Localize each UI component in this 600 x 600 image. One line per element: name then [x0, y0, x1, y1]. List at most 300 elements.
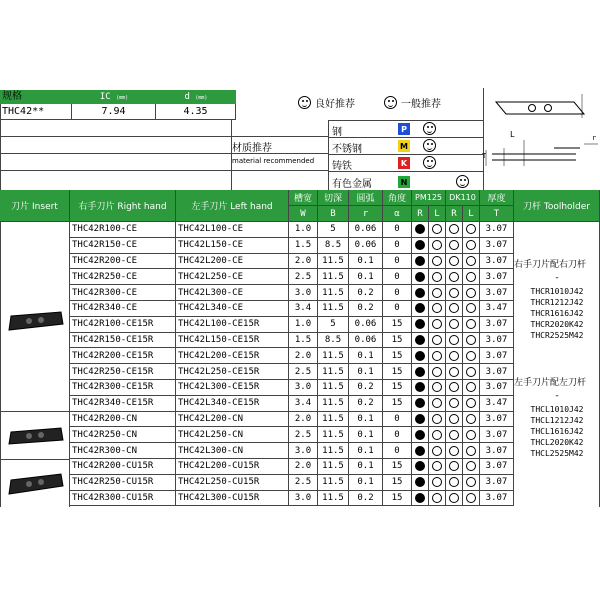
pm125-r-mark [412, 269, 429, 285]
empty-circle-icon [432, 319, 442, 329]
col-left-hand: 左手刀片 Left hand [176, 190, 289, 222]
toolholder-right-item: THCR1616J42 [530, 309, 584, 318]
left-hand-code: THC42L250-CU15R [176, 475, 289, 491]
col-width: 槽宽 [289, 190, 318, 206]
dk110-l-mark [463, 412, 480, 428]
right-hand-code: THC42R200-CE15R [70, 348, 176, 364]
ic-unit: (mm) [116, 95, 129, 101]
angle-value: 0 [383, 412, 412, 428]
radius-value: 0.06 [349, 222, 383, 238]
material-title-cn: 材质推荐 [232, 143, 272, 154]
thickness-value: 3.07 [480, 222, 514, 238]
insert-ce-image [7, 310, 65, 334]
left-hand-code: THC42L300-CU15R [176, 491, 289, 507]
pm125-r-mark [412, 317, 429, 333]
pm125-r-mark [412, 364, 429, 380]
d-value: 4.35 [183, 106, 208, 117]
empty-circle-icon [449, 240, 459, 250]
radius-value: 0.1 [349, 459, 383, 475]
thickness-value: 3.07 [480, 333, 514, 349]
empty-circle-icon [432, 398, 442, 408]
thickness-value: 3.07 [480, 238, 514, 254]
right-hand-code: THC42R150-CE [70, 238, 176, 254]
left-hand-code: THC42L250-CE15R [176, 364, 289, 380]
pm125-r-mark [412, 222, 429, 238]
right-hand-code: THC42R300-CE [70, 285, 176, 301]
sub-dk-r: R [446, 206, 463, 222]
left-hand-code: THC42L300-CE [176, 285, 289, 301]
table-body [0, 222, 600, 507]
pm125-l-mark [429, 348, 446, 364]
angle-value: 15 [383, 475, 412, 491]
empty-circle-icon [449, 382, 459, 392]
thickness-value: 3.07 [480, 475, 514, 491]
col-pm125: PM125 [412, 190, 446, 206]
toolholder-right-item: THCR2020K42 [530, 320, 584, 329]
material-name: 钢 [332, 127, 342, 138]
dk110-r-mark [446, 222, 463, 238]
pm125-l-mark [429, 269, 446, 285]
diagram-l-label: L [510, 130, 515, 139]
empty-circle-icon [449, 430, 459, 440]
toolholder-right-item: THCR2525M42 [530, 331, 584, 340]
dk110-l-mark [463, 380, 480, 396]
legend-general-label: 一般推荐 [401, 98, 441, 110]
depth-value: 11.5 [318, 301, 349, 317]
empty-circle-icon [432, 493, 442, 503]
toolholder-left-item: THCL2020K42 [530, 438, 584, 447]
depth-value: 11.5 [318, 348, 349, 364]
filled-circle-icon [415, 256, 425, 266]
insert-cu-image [7, 472, 65, 496]
width-value: 3.0 [289, 380, 318, 396]
left-hand-code: THC42L200-CU15R [176, 459, 289, 475]
dk110-r-mark [446, 475, 463, 491]
width-value: 3.4 [289, 396, 318, 412]
filled-circle-icon [415, 493, 425, 503]
material-title-en: material recommended [232, 157, 315, 165]
right-hand-code: THC42R200-CN [70, 412, 176, 428]
pm125-r-mark [412, 443, 429, 459]
empty-circle-icon [466, 446, 476, 456]
col-angle: 角度 [383, 190, 412, 206]
dk110-l-mark [463, 238, 480, 254]
dk110-l-mark [463, 333, 480, 349]
table-header [0, 190, 600, 222]
legend-good-label: 良好推荐 [315, 98, 355, 110]
toolholder-right-list [514, 286, 600, 341]
width-value: 2.5 [289, 475, 318, 491]
depth-value: 5 [318, 222, 349, 238]
legend-general [384, 95, 441, 109]
right-hand-code: THC42R250-CE [70, 269, 176, 285]
left-hand-code: THC42L250-CN [176, 427, 289, 443]
col-right-hand: 右手刀片 Right hand [70, 190, 176, 222]
pm125-r-mark [412, 380, 429, 396]
empty-circle-icon [449, 319, 459, 329]
toolholder-right-title: 右手刀片配右刀杆 [514, 260, 587, 270]
d-value-cell [156, 104, 236, 120]
depth-value: 11.5 [318, 459, 349, 475]
radius-value: 0.1 [349, 412, 383, 428]
toolholder-left-item: THCL1212J42 [530, 416, 584, 425]
sub-pm-r: R [412, 206, 429, 222]
right-hand-code: THC42R300-CN [70, 443, 176, 459]
left-hand-code: THC42L250-CE [176, 269, 289, 285]
smile-icon [298, 96, 311, 109]
empty-circle-icon [466, 256, 476, 266]
toolholder-left-title: 左手刀片配左刀杆 [514, 378, 587, 388]
dk110-l-mark [463, 364, 480, 380]
depth-value: 11.5 [318, 254, 349, 270]
width-value: 2.0 [289, 459, 318, 475]
insert-group-ce [1, 222, 70, 412]
thickness-value: 3.07 [480, 254, 514, 270]
pm125-r-mark [412, 301, 429, 317]
thickness-value: 3.07 [480, 491, 514, 507]
dk110-l-mark [463, 254, 480, 270]
material-table [328, 120, 483, 190]
pm125-l-mark [429, 475, 446, 491]
empty-circle-icon [432, 240, 442, 250]
empty-circle-icon [432, 430, 442, 440]
left-hand-code: THC42L100-CE15R [176, 317, 289, 333]
pm125-r-mark [412, 285, 429, 301]
col-depth: 切深 [318, 190, 349, 206]
empty-circle-icon [466, 398, 476, 408]
insert-group-cn [1, 412, 70, 460]
radius-value: 0.1 [349, 254, 383, 270]
pm125-l-mark [429, 459, 446, 475]
width-value: 2.0 [289, 348, 318, 364]
thickness-value: 3.07 [480, 412, 514, 428]
dk110-r-mark [446, 254, 463, 270]
dk110-r-mark [446, 412, 463, 428]
toolholder-left-item: THCL2525M42 [530, 449, 584, 458]
material-row-castiron [328, 155, 483, 172]
empty-circle-icon [432, 367, 442, 377]
empty-circle-icon [466, 303, 476, 313]
filled-circle-icon [415, 398, 425, 408]
radius-value: 0.2 [349, 491, 383, 507]
width-value: 3.0 [289, 491, 318, 507]
pm125-l-mark [429, 427, 446, 443]
filled-circle-icon [415, 288, 425, 298]
angle-value: 0 [383, 285, 412, 301]
radius-value: 0.2 [349, 301, 383, 317]
material-name: 铸铁 [332, 161, 352, 172]
insert-cn-image [7, 426, 65, 448]
filled-circle-icon [415, 351, 425, 361]
dk110-l-mark [463, 301, 480, 317]
filled-circle-icon [415, 430, 425, 440]
left-hand-code: THC42L100-CE [176, 222, 289, 238]
pm125-r-mark [412, 459, 429, 475]
filled-circle-icon [415, 224, 425, 234]
left-hand-code: THC42L200-CN [176, 412, 289, 428]
insert-drawing [484, 88, 600, 190]
depth-value: 11.5 [318, 491, 349, 507]
col-toolholder: 刀杆 Toolholder [514, 190, 600, 222]
toolholder-right-item: THCR1212J42 [530, 298, 584, 307]
right-hand-code: THC42R250-CE15R [70, 364, 176, 380]
pm125-l-mark [429, 364, 446, 380]
right-hand-code: THC42R340-CE [70, 301, 176, 317]
right-hand-code: THC42R200-CU15R [70, 459, 176, 475]
filled-circle-icon [415, 461, 425, 471]
angle-value: 15 [383, 364, 412, 380]
spec-header-cell [0, 90, 72, 104]
sub-b: B [318, 206, 349, 222]
pm125-r-mark [412, 333, 429, 349]
width-value: 2.0 [289, 254, 318, 270]
empty-circle-icon [466, 351, 476, 361]
pm125-l-mark [429, 238, 446, 254]
toolholder-left-item: THCL1010J42 [530, 405, 584, 414]
toolholder-column [514, 222, 600, 507]
material-name: 有色金属 [332, 179, 372, 190]
material-code-badge: P [398, 123, 410, 135]
empty-circle-icon [449, 461, 459, 471]
radius-value: 0.2 [349, 396, 383, 412]
dk110-l-mark [463, 222, 480, 238]
empty-circle-icon [432, 272, 442, 282]
width-value: 1.0 [289, 317, 318, 333]
empty-circle-icon [466, 430, 476, 440]
pm125-l-mark [429, 333, 446, 349]
right-hand-code: THC42R150-CE15R [70, 333, 176, 349]
thickness-value: 3.07 [480, 459, 514, 475]
empty-circle-icon [449, 446, 459, 456]
thickness-value: 3.47 [480, 301, 514, 317]
insert-diagram [483, 88, 600, 190]
smile-icon [423, 122, 436, 135]
ic-header-cell [72, 90, 156, 104]
width-value: 2.0 [289, 412, 318, 428]
angle-value: 15 [383, 333, 412, 349]
radius-value: 0.06 [349, 317, 383, 333]
dk110-r-mark [446, 443, 463, 459]
pm125-r-mark [412, 475, 429, 491]
depth-value: 11.5 [318, 427, 349, 443]
diagram-r-label: r [592, 134, 597, 142]
sub-r: r [349, 206, 383, 222]
dk110-r-mark [446, 333, 463, 349]
empty-circle-icon [466, 319, 476, 329]
angle-value: 15 [383, 317, 412, 333]
col-thickness: 厚度 [480, 190, 514, 206]
empty-circle-icon [466, 367, 476, 377]
angle-value: 0 [383, 427, 412, 443]
empty-circle-icon [466, 272, 476, 282]
radius-value: 0.1 [349, 427, 383, 443]
insert-image-column [0, 222, 70, 507]
width-value: 2.5 [289, 427, 318, 443]
sub-dk-l: L [463, 206, 480, 222]
thickness-value: 3.07 [480, 364, 514, 380]
depth-value: 11.5 [318, 364, 349, 380]
depth-value: 5 [318, 317, 349, 333]
filled-circle-icon [415, 240, 425, 250]
depth-value: 11.5 [318, 285, 349, 301]
dk110-r-mark [446, 491, 463, 507]
depth-value: 11.5 [318, 412, 349, 428]
toolholder-right-dash: - [555, 273, 559, 283]
empty-circle-icon [449, 414, 459, 424]
pm125-r-mark [412, 396, 429, 412]
empty-circle-icon [449, 288, 459, 298]
left-hand-code: THC42L200-CE15R [176, 348, 289, 364]
right-hand-code: THC42R200-CE [70, 254, 176, 270]
pm125-l-mark [429, 317, 446, 333]
filled-circle-icon [415, 382, 425, 392]
width-value: 1.0 [289, 222, 318, 238]
pm125-r-mark [412, 238, 429, 254]
filled-circle-icon [415, 319, 425, 329]
legend-good [298, 95, 355, 109]
right-hand-code: THC42R300-CE15R [70, 380, 176, 396]
left-hand-code: THC42L340-CE15R [176, 396, 289, 412]
pm125-r-mark [412, 491, 429, 507]
right-hand-code: THC42R340-CE15R [70, 396, 176, 412]
angle-value: 15 [383, 459, 412, 475]
pm125-l-mark [429, 396, 446, 412]
dk110-l-mark [463, 396, 480, 412]
col-insert: 刀片 Insert [0, 190, 70, 222]
toolholder-left-item: THCL1616J42 [530, 427, 584, 436]
empty-circle-icon [466, 382, 476, 392]
empty-circle-icon [432, 461, 442, 471]
radius-value: 0.2 [349, 380, 383, 396]
angle-value: 15 [383, 396, 412, 412]
empty-circle-icon [466, 477, 476, 487]
right-hand-code: THC42R100-CE [70, 222, 176, 238]
width-value: 2.5 [289, 269, 318, 285]
thickness-value: 3.07 [480, 269, 514, 285]
dk110-l-mark [463, 317, 480, 333]
width-value: 3.0 [289, 285, 318, 301]
dk110-r-mark [446, 364, 463, 380]
angle-value: 0 [383, 269, 412, 285]
filled-circle-icon [415, 446, 425, 456]
empty-circle-icon [449, 351, 459, 361]
col-dk110: DK110 [446, 190, 480, 206]
insert-group-cu [1, 460, 70, 507]
dk110-l-mark [463, 285, 480, 301]
dk110-l-mark [463, 269, 480, 285]
filled-circle-icon [415, 303, 425, 313]
dk110-r-mark [446, 285, 463, 301]
pm125-r-mark [412, 427, 429, 443]
toolholder-right-item: THCR1010J42 [530, 287, 584, 296]
pm125-l-mark [429, 412, 446, 428]
d-unit: (mm) [195, 95, 208, 101]
dk110-r-mark [446, 301, 463, 317]
pm125-l-mark [429, 443, 446, 459]
material-title [232, 143, 328, 167]
radius-value: 0.2 [349, 285, 383, 301]
dk110-l-mark [463, 348, 480, 364]
ic-value: 7.94 [101, 106, 126, 117]
thickness-value: 3.07 [480, 348, 514, 364]
dk110-r-mark [446, 396, 463, 412]
material-code-badge: N [398, 176, 410, 188]
empty-circle-icon [432, 335, 442, 345]
smile-icon [384, 96, 397, 109]
empty-circle-icon [432, 224, 442, 234]
filled-circle-icon [415, 367, 425, 377]
pm125-l-mark [429, 254, 446, 270]
empty-circle-icon [466, 414, 476, 424]
dk110-r-mark [446, 269, 463, 285]
depth-value: 11.5 [318, 269, 349, 285]
depth-value: 8.5 [318, 238, 349, 254]
left-hand-code: THC42L300-CN [176, 443, 289, 459]
dk110-l-mark [463, 427, 480, 443]
thickness-value: 3.07 [480, 427, 514, 443]
empty-circle-icon [466, 335, 476, 345]
dk110-l-mark [463, 443, 480, 459]
depth-value: 8.5 [318, 333, 349, 349]
smile-icon [423, 139, 436, 152]
angle-value: 15 [383, 491, 412, 507]
dk110-r-mark [446, 380, 463, 396]
angle-value: 0 [383, 443, 412, 459]
angle-value: 0 [383, 254, 412, 270]
toolholder-right-group [514, 260, 600, 341]
empty-circle-icon [449, 493, 459, 503]
thickness-value: 3.07 [480, 380, 514, 396]
depth-value: 11.5 [318, 396, 349, 412]
empty-circle-icon [449, 398, 459, 408]
pm125-l-mark [429, 491, 446, 507]
empty-circle-icon [449, 256, 459, 266]
col-radius: 圆弧 [349, 190, 383, 206]
radius-value: 0.1 [349, 475, 383, 491]
radius-value: 0.06 [349, 333, 383, 349]
pm125-r-mark [412, 348, 429, 364]
radius-value: 0.1 [349, 443, 383, 459]
material-row-steel [328, 121, 483, 138]
dk110-l-mark [463, 475, 480, 491]
radius-value: 0.1 [349, 364, 383, 380]
ic-value-cell [72, 104, 156, 120]
toolholder-left-dash: - [555, 391, 559, 401]
radius-value: 0.1 [349, 269, 383, 285]
empty-circle-icon [432, 446, 442, 456]
material-code-badge: M [398, 140, 410, 152]
thickness-value: 3.47 [480, 396, 514, 412]
empty-circle-icon [432, 477, 442, 487]
depth-value: 11.5 [318, 380, 349, 396]
right-hand-code: THC42R250-CU15R [70, 475, 176, 491]
sub-w: W [289, 206, 318, 222]
empty-circle-icon [449, 303, 459, 313]
dk110-l-mark [463, 459, 480, 475]
empty-circle-icon [449, 224, 459, 234]
dk110-r-mark [446, 317, 463, 333]
empty-circle-icon [466, 288, 476, 298]
toolholder-left-list [514, 404, 600, 459]
thickness-value: 3.07 [480, 443, 514, 459]
empty-circle-icon [432, 288, 442, 298]
empty-circle-icon [466, 493, 476, 503]
pm125-l-mark [429, 285, 446, 301]
pm125-l-mark [429, 380, 446, 396]
smile-icon [423, 156, 436, 169]
dk110-r-mark [446, 427, 463, 443]
width-value: 3.0 [289, 443, 318, 459]
